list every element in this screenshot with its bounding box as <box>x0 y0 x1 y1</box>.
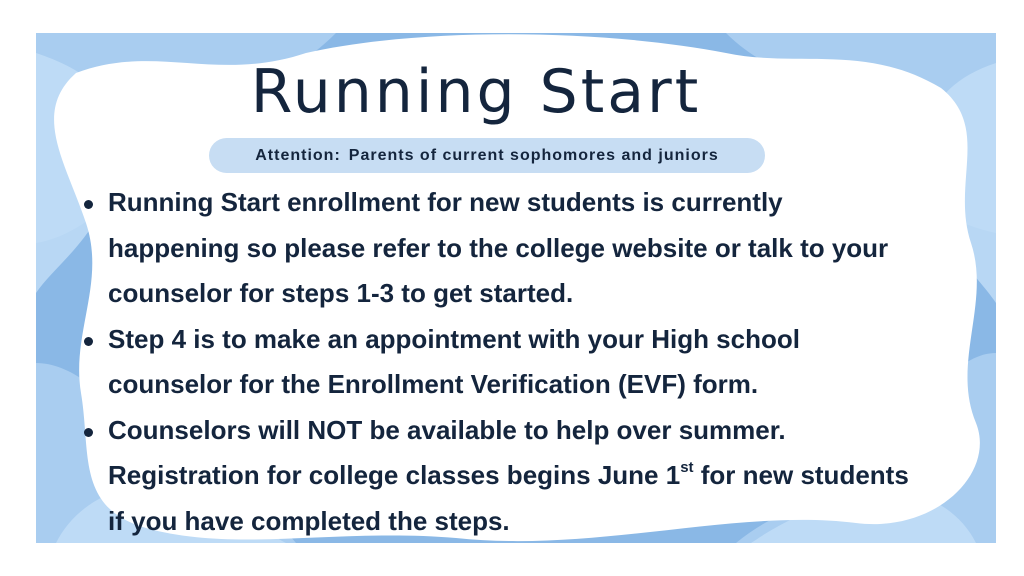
bullet-line: counselor for the Enrollment Verification (EVF) form. <box>108 369 759 399</box>
bullet-line: if you have completed the steps. <box>108 505 510 536</box>
list-item <box>80 180 996 317</box>
bullet-line: happening so please refer to the college website or talk to your <box>108 232 889 263</box>
bullet-line: Step 4 is to make an appointment with your High school <box>108 323 800 354</box>
bullet-icon <box>84 428 93 437</box>
registration-text: Registration for college classes begins June 1 <box>108 460 681 490</box>
bullet-line: Running Start enrollment for new students is currently <box>108 187 783 217</box>
attention-text: Parents of current sophomores and juniors <box>348 146 719 164</box>
bullet-icon <box>84 337 93 346</box>
attention-label: Attention: <box>255 146 341 164</box>
bullet-line: Counselors will NOT be available to help over summer. <box>108 414 786 445</box>
bullet-icon <box>84 200 93 209</box>
bullet-line: counselor for steps 1-3 to get started. <box>108 278 574 308</box>
bullet-list <box>80 180 996 543</box>
bullet-line-registration <box>108 453 996 499</box>
ordinal-suffix: st <box>680 459 694 476</box>
list-item <box>80 317 996 408</box>
attention-banner <box>209 138 765 173</box>
slide <box>36 33 996 543</box>
page-title: Running Start <box>250 57 702 127</box>
list-item <box>80 408 996 544</box>
registration-text-end: for new students <box>693 460 909 490</box>
